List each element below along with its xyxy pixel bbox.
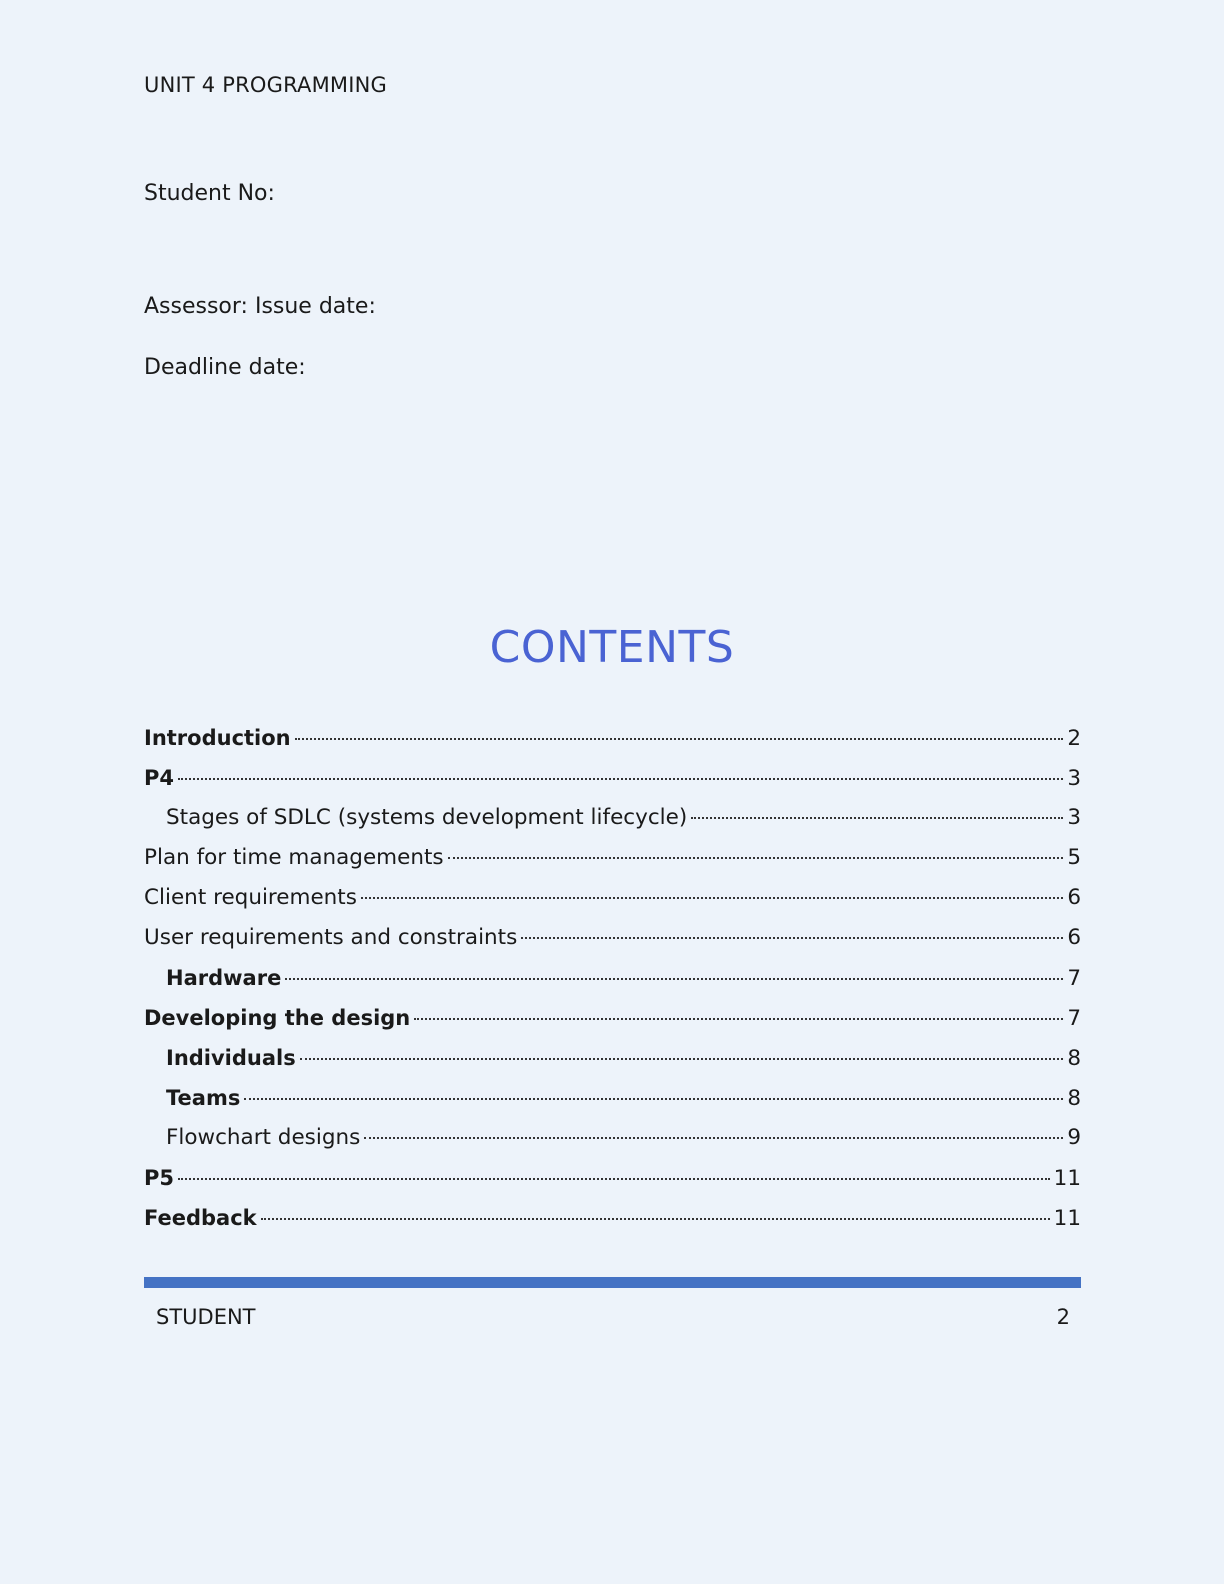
toc-dot-leader (448, 857, 1064, 859)
toc-entry[interactable] (144, 924, 1081, 964)
toc-dot-leader (285, 978, 1063, 980)
assessor-issue-date-label: Assessor: Issue date: (144, 294, 376, 319)
toc-dot-leader (361, 897, 1063, 899)
deadline-date-label: Deadline date: (144, 355, 306, 380)
toc-entry-page[interactable]: 9 (1067, 1125, 1081, 1150)
toc-entry[interactable] (144, 1044, 1081, 1084)
toc-entry-title[interactable]: Introduction (144, 726, 291, 750)
toc-entry[interactable] (144, 764, 1081, 804)
toc-dot-leader (244, 1098, 1063, 1100)
toc-entry-title[interactable]: User requirements and constraints (144, 925, 518, 950)
toc-dot-leader (521, 937, 1063, 939)
toc-entry-page[interactable]: 8 (1067, 1046, 1081, 1071)
toc-entry-page[interactable]: 7 (1067, 1006, 1081, 1031)
toc-entry-title[interactable]: Client requirements (144, 885, 357, 910)
footer-label: STUDENT (156, 1305, 256, 1329)
unit-title: UNIT 4 PROGRAMMING (144, 73, 387, 97)
toc-dot-leader (261, 1218, 1050, 1220)
toc-entry[interactable] (144, 964, 1081, 1004)
toc-dot-leader (691, 817, 1063, 819)
toc-entry-title[interactable]: Flowchart designs (166, 1125, 361, 1150)
toc-dot-leader (414, 1018, 1063, 1020)
toc-entry-page[interactable]: 2 (1067, 726, 1081, 751)
toc-entry-page[interactable]: 6 (1067, 885, 1081, 910)
footer-page-number: 2 (1056, 1305, 1070, 1329)
toc-entry-page[interactable]: 11 (1053, 1206, 1081, 1231)
toc-entry-title[interactable]: Individuals (166, 1046, 296, 1070)
footer-bar (144, 1277, 1081, 1288)
toc-dot-leader (178, 1178, 1050, 1180)
toc-entry[interactable] (144, 844, 1081, 884)
toc-entry-page[interactable]: 3 (1067, 766, 1081, 791)
toc-entry-title[interactable]: Feedback (144, 1206, 257, 1230)
toc-dot-leader (300, 1058, 1064, 1060)
toc-entry-page[interactable]: 5 (1067, 845, 1081, 870)
toc-entry-page[interactable]: 6 (1067, 925, 1081, 950)
student-number-label: Student No: (144, 181, 275, 206)
toc-entry-title[interactable]: Developing the design (144, 1006, 411, 1030)
toc-entry-page[interactable]: 11 (1053, 1166, 1081, 1191)
toc-entry[interactable] (144, 1004, 1081, 1044)
toc-entry-title[interactable]: Plan for time managements (144, 845, 444, 870)
toc-dot-leader (295, 738, 1064, 740)
toc-entry[interactable] (144, 1164, 1081, 1204)
toc-entry-title[interactable]: Stages of SDLC (systems development lifecycle) (166, 805, 688, 830)
toc-dot-leader (178, 778, 1063, 780)
table-of-contents (144, 724, 1081, 1244)
contents-heading: CONTENTS (489, 622, 735, 673)
toc-entry-page[interactable]: 8 (1067, 1086, 1081, 1111)
toc-entry-title[interactable]: Teams (166, 1086, 241, 1110)
toc-entry[interactable] (144, 1124, 1081, 1164)
toc-entry-page[interactable]: 7 (1067, 966, 1081, 991)
toc-entry[interactable] (144, 1204, 1081, 1244)
toc-dot-leader (364, 1137, 1063, 1139)
toc-entry-title[interactable]: P4 (144, 766, 175, 790)
toc-entry-title[interactable]: P5 (144, 1166, 175, 1190)
toc-entry-title[interactable]: Hardware (166, 966, 282, 990)
toc-entry[interactable] (144, 884, 1081, 924)
toc-entry[interactable] (144, 804, 1081, 844)
toc-entry[interactable] (144, 1084, 1081, 1124)
toc-entry-page[interactable]: 3 (1067, 805, 1081, 830)
toc-entry[interactable] (144, 724, 1081, 764)
